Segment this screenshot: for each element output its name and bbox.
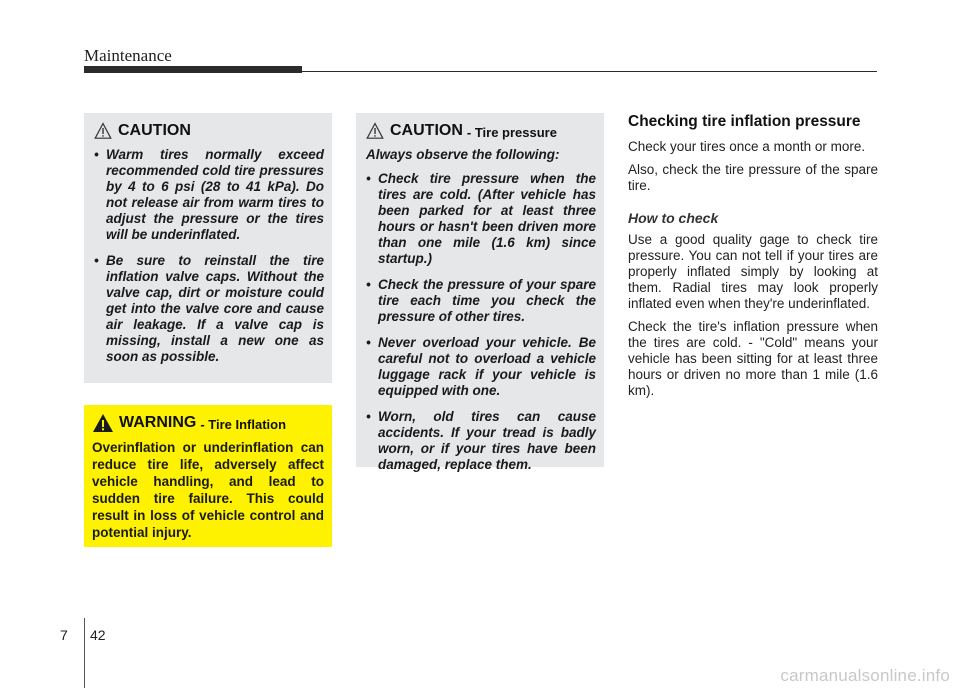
caution-intro: Always observe the following: <box>366 147 560 162</box>
caution-triangle-icon <box>366 122 384 140</box>
header-rule <box>84 71 877 72</box>
warning-box-tire-inflation <box>84 405 332 547</box>
list-item: • Check tire pressure when the tires are cold. (After vehicle has been parked for at least three hours or hasn't been driven more than one mile (1.6 km) since startup.) <box>366 171 596 267</box>
section-title: Checking tire inflation pressure <box>628 113 861 130</box>
paragraph: Check the tire's inflation pressure when the tires are cold. - "Cold" means your vehicle has been sitting for at least three hours or driven no more than 1 mile (1.6 km). <box>628 319 878 398</box>
footer-divider <box>84 618 85 688</box>
paragraph: Also, check the tire pressure of the spare tire. <box>628 162 878 193</box>
warning-heading <box>92 413 324 433</box>
caution-label: CAUTION <box>118 122 191 139</box>
caution-list <box>366 171 596 473</box>
section-subtitle: How to check <box>628 210 719 226</box>
watermark: carmanualsonline.info <box>780 666 950 685</box>
section-checking-tire-pressure <box>628 113 878 406</box>
list-item: • Never overload your vehicle. Be careful not to overload a vehicle luggage rack if your vehicle is equipped with one. <box>366 335 596 399</box>
chapter-number: 7 <box>60 627 68 643</box>
caution-label: CAUTION <box>390 122 463 139</box>
caution-list <box>94 147 324 365</box>
warning-text: Overinflation or underinflation can reduce tire life, adversely affect vehicle handling, and lead to sudden tire failure. This could result in loss of vehicle control and potential injury. <box>92 440 324 540</box>
list-item: • Warm tires normally exceed recommended cold tire pressures by 4 to 6 psi (28 to 41 kPa). Do not release air from warm tires to adjust the pressure or the tires will be underinflated. <box>94 147 324 243</box>
warning-subtitle: - Tire Inflation <box>200 417 287 432</box>
caution-triangle-icon <box>94 122 112 140</box>
warning-label: WARNING <box>119 414 197 431</box>
paragraph: Use a good quality gage to check tire pressure. You can not tell if your tires are properly inflated simply by looking at them. Radial tires may look properly inflated even when they're underinflated. <box>628 232 878 311</box>
caution-box-warm-tires <box>84 113 332 383</box>
caution-subtitle: - Tire pressure <box>466 125 557 140</box>
caution-box-tire-pressure <box>356 113 604 472</box>
list-item: • Be sure to reinstall the tire inflation valve caps. Without the valve cap, dirt or moisture could get into the valve core and cause air leakage. If a valve cap is missing, install a new one as soon as possible. <box>94 253 324 365</box>
page-number: 42 <box>90 627 106 643</box>
list-item: • Check the pressure of your spare tire each time you check the pressure of other tires. <box>366 277 596 325</box>
warning-triangle-icon <box>92 413 114 433</box>
caution-heading <box>366 121 596 141</box>
header-title: Maintenance <box>84 46 172 65</box>
list-item: • Worn, old tires can cause accidents. If your tread is badly worn, or if your tires have been damaged, replace them. <box>366 409 596 473</box>
caution-heading <box>94 121 324 141</box>
paragraph: Check your tires once a month or more. <box>628 139 866 154</box>
